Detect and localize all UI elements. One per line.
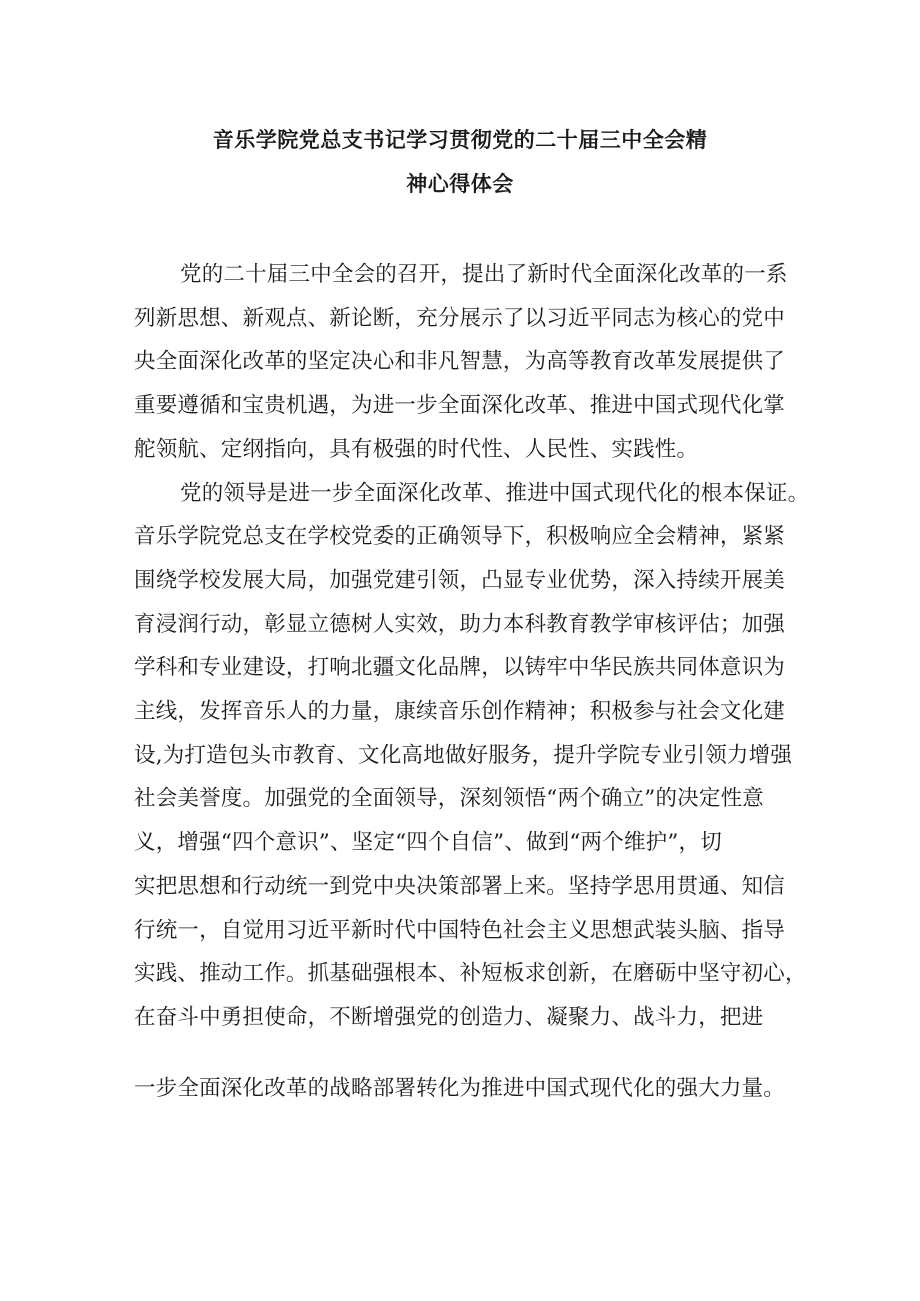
paragraph-2-line: 行统一，自觉用习近平新时代中国特色社会主义思想武装头脑、指导 <box>134 918 786 943</box>
document-title-line-1: 音乐学院党总支书记学习贯彻党的二十届三中全会精 <box>212 127 708 152</box>
paragraph-1-line: 重要遵循和宝贵机遇，为进一步全面深化改革、推进中国式现代化掌 <box>134 393 786 418</box>
paragraph-2-line: 学科和专业建设，打响北疆文化品牌，以铸牢中华民族共同体意识为 <box>134 655 786 680</box>
paragraph-2-line: 在奋斗中勇担使命，不断增强党的创造力、凝聚力、战斗力，把进 <box>134 1005 764 1030</box>
paragraph-2-line: 实把思想和行动统一到党中央决策部署上来。坚持学思用贯通、知信 <box>134 874 786 899</box>
paragraph-2-line: 实践、推动工作。抓基础强根本、补短板求创新，在磨砺中坚守初心， <box>134 961 807 986</box>
paragraph-2-line: 一步全面深化改革的战略部署转化为推进中国式现代化的强大力量。 <box>134 1076 786 1101</box>
paragraph-2-line: 主线，发挥音乐人的力量，康续音乐创作精神；积极参与社会文化建 <box>134 699 786 724</box>
paragraph-1-line: 列新思想、新观点、新论断，充分展示了以习近平同志为核心的党中 <box>134 306 786 331</box>
paragraph-1-line: 舵领航、定纲指向，具有极强的时代性、人民性、实践性。 <box>134 437 699 462</box>
paragraph-2-line: 围绕学校发展大局，加强党建引领，凸显专业优势，深入持续开展美 <box>134 568 786 593</box>
paragraph-1-line: 央全面深化改革的坚定决心和非凡智慧，为高等教育改革发展提供了 <box>134 349 786 374</box>
document-title-line-2: 神心得体会 <box>406 171 514 196</box>
paragraph-2-line: 党的领导是进一步全面深化改革、推进中国式现代化的根本保证。 <box>180 481 810 506</box>
paragraph-2-line: 设,为打造包头市教育、文化高地做好服务，提升学院专业引领力增强 <box>134 743 793 768</box>
paragraph-2-line: 育浸润行动，彰显立德树人实效，助力本科教育教学审核评估；加强 <box>134 612 786 637</box>
paragraph-1-line: 党的二十届三中全会的召开，提出了新时代全面深化改革的一系 <box>180 262 788 287</box>
paragraph-2-line: 音乐学院党总支在学校党委的正确领导下，积极响应全会精神，紧紧 <box>134 524 786 549</box>
paragraph-2-line: 社会美誉度。加强党的全面领导，深刻领悟“两个确立”的决定性意 <box>134 786 764 811</box>
paragraph-2-line: 义，增强“四个意识”、坚定“四个自信”、做到“两个维护”，切 <box>134 830 722 855</box>
